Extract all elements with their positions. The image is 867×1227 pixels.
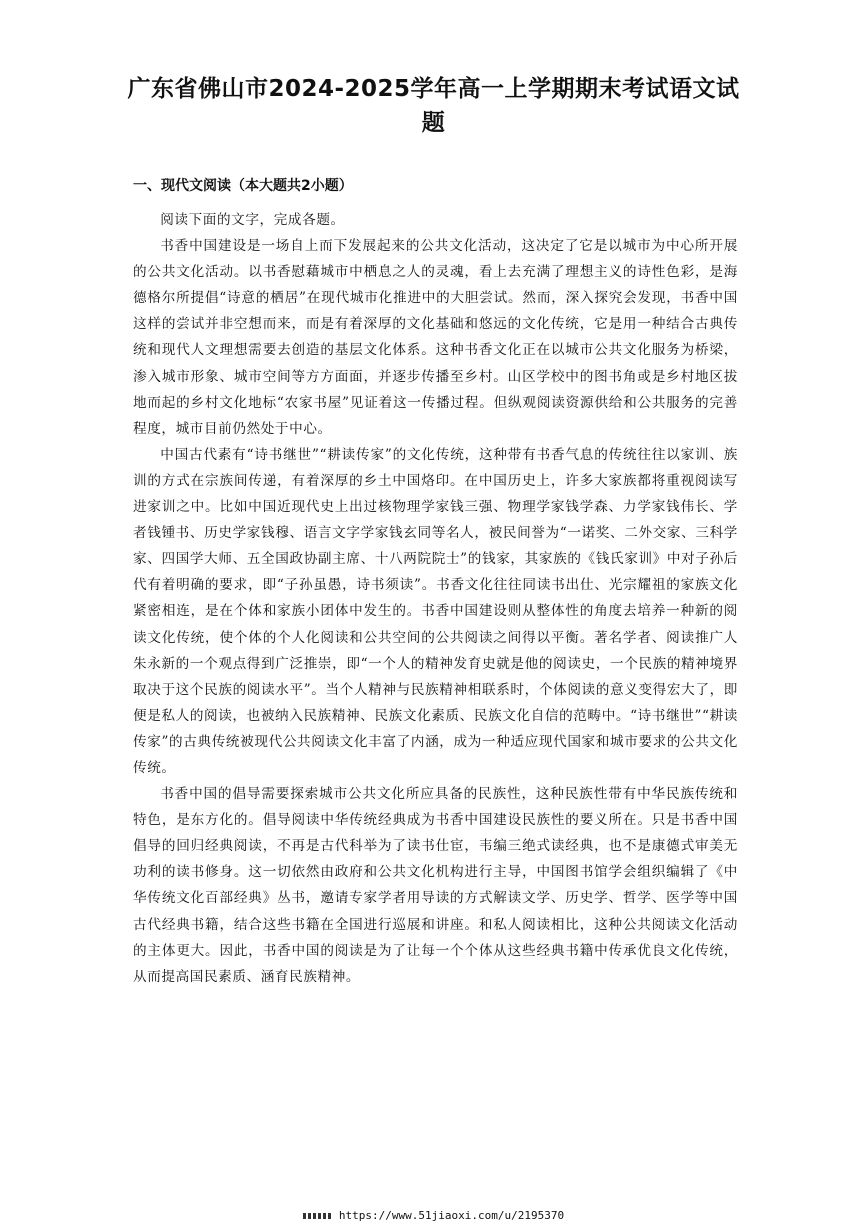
article-body — [133, 207, 738, 990]
footer-url: https://www.51jiaoxi.com/u/2195370 — [338, 1209, 565, 1222]
paragraph-1: 书香中国建设是一场自上而下发展起来的公共文化活动，这决定了它是以城市为中心所开展的公共文化活动。以书香慰藉城市中栖息之人的灵魂，看上去充满了理想主义的诗性色彩，是海德格尔所提倡“诗意的栖居”在现代城市化推进中的大胆尝试。然而，深入探究会发现，书香中国这样的尝试并非空想而来，而是有着深厚的文化基础和悠远的文化传统，它是用一种结合古典传统和现代人文理想需要去创造的基层文化体系。这种书香文化正在以城市公共文化服务为桥梁，渗入城市形象、城市空间等方方面面，并逐步传播至乡村。山区学校中的图书角或是乡村地区拔地而起的乡村文化地标“农家书屋”见证着这一传播过程。但纵观阅读资源供给和公共服务的完善程度，城市目前仍然处于中心。 — [133, 238, 738, 437]
page-footer — [0, 1209, 867, 1222]
document-title: 广东省佛山市2024-2025学年高一上学期期末考试语文试题 — [127, 76, 740, 136]
paragraph-3: 书香中国的倡导需要探索城市公共文化所应具备的民族性，这种民族性带有中华民族传统和特色，是东方化的。倡导阅读中华传统经典成为书香中国建设民族性的要义所在。只是书香中国倡导的回归经典阅读，不再是古代科举为了读书仕宦，韦编三绝式读经典，也不是康德式审美无功利的读书修身。这一切依然由政府和公共文化机构进行主导，中国图书馆学会组织编辑了《中华传统文化百部经典》丛书，邀请专家学者用导读的方式解读文学、历史学、哲学、医学等中国古代经典书籍，结合这些书籍在全国进行巡展和讲座。和私人阅读相比，这种公共阅读文化活动的主体更大。因此，书香中国的阅读是为了让每一个个体从这些经典书籍中传承优良文化传统，从而提高国民素质、涵育民族精神。 — [133, 786, 738, 985]
instruction-text: 阅读下面的文字，完成各题。 — [160, 212, 345, 228]
section-heading: 一、现代文阅读（本大题共2小题） — [133, 178, 353, 194]
watermark-logo-icon — [303, 1213, 331, 1219]
paragraph-2: 中国古代素有“诗书继世”“耕读传家”的文化传统，这种带有书香气息的传统往往以家训、族训的方式在宗族间传递，有着深厚的乡土中国烙印。在中国历史上，许多大家族都将重视阅读写进家训之中。比如中国近现代史上出过核物理学家钱三强、物理学家钱学森、力学家钱伟长、学者钱锺书、历史学家钱穆、语言文字学家钱玄同等名人，被民间誉为“一诺奖、二外交家、三科学家、四国学大师、五全国政协副主席、十八两院院士”的钱家，其家族的《钱氏家训》中对子孙后代有着明确的要求，即“子孙虽愚，诗书须读”。书香文化往往同读书出仕、光宗耀祖的家族文化紧密相连，是在个体和家族小团体中发生的。书香中国建设则从整体性的角度去培养一种新的阅读文化传统，使个体的个人化阅读和公共空间的公共阅读之间得以平衡。著名学者、阅读推广人朱永新的一个观点得到广泛推崇，即“一个人的精神发育史就是他的阅读史，一个民族的精神境界取决于这个民族的阅读水平”。当个人精神与民族精神相联系时，个体阅读的意义变得宏大了，即便是私人的阅读，也被纳入民族精神、民族文化素质、民族文化自信的范畴中。“诗书继世”“耕读传家”的古典传统被现代公共阅读文化丰富了内涵，成为一种适应现代国家和城市要求的公共文化传统。 — [133, 446, 738, 776]
